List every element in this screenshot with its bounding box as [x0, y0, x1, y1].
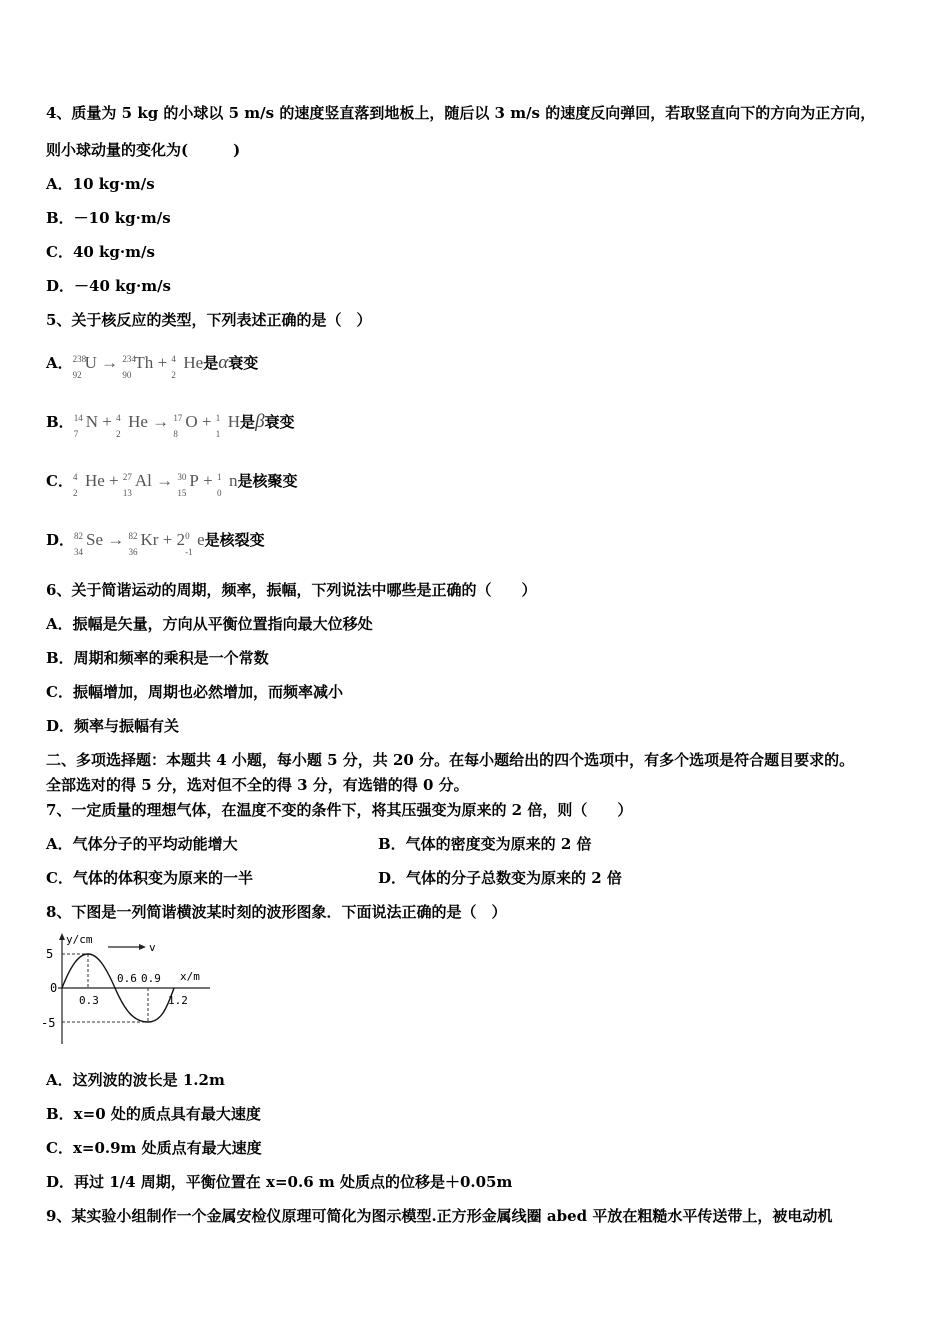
q4-option-a: A．10 kg·m/s [46, 175, 155, 193]
q5-option-b-label: B． [46, 413, 74, 431]
x-tick-1.2: 1.2 [168, 994, 188, 1007]
x-tick-0.9: 0.9 [141, 972, 161, 985]
q5-option-a-formula: 238 92 U → 234 90 Th + 4 2 He [72, 353, 204, 380]
q6-stem: 6、关于简谐运动的周期，频率，振幅，下列说法中哪些是正确的（ ） [46, 581, 537, 599]
q7-option-b: B．气体的密度变为原来的 2 倍 [378, 835, 592, 853]
q4-stem-line1: 4、质量为 5 kg 的小球以 5 m/s 的速度竖直落到地板上，随后以 3 m/s 的速度反向弹回，若取竖直向下的方向为正方向， [46, 104, 876, 122]
q4-option-b: B．－10 kg·m/s [46, 209, 171, 227]
q5-option-b-tail: 是 [240, 413, 256, 431]
q7-stem: 7、一定质量的理想气体，在温度不变的条件下，将其压强变为原来的 2 倍，则（ ） [46, 801, 633, 819]
q7-option-a: A．气体分子的平均动能增大 [46, 835, 238, 853]
q5-option-a-label: A． [46, 354, 73, 372]
q5-option-b-type: 衰变 [264, 413, 295, 431]
q5-option-d [46, 525, 265, 555]
x-axis-label: x/m [180, 970, 200, 983]
section2-heading-line2: 全部选对的得 5 分，选对但不全的得 3 分，有选错的得 0 分。 [46, 776, 469, 794]
y-axis-label: y/cm [66, 933, 93, 946]
q5-option-b [46, 407, 295, 437]
wave-graph [38, 930, 218, 1048]
q8-option-b: B．x=0 处的质点具有最大速度 [46, 1105, 261, 1123]
y-tick-0: 0 [50, 981, 58, 995]
q5-option-c-label: C． [46, 472, 73, 490]
q5-option-a-type: 衰变 [228, 354, 259, 372]
q7-option-c: C．气体的体积变为原来的一半 [46, 869, 253, 887]
q7-option-d: D．气体的分子总数变为原来的 2 倍 [378, 869, 622, 887]
section2-heading-line1: 二、多项选择题：本题共 4 小题，每小题 5 分，共 20 分。在每小题给出的四个选项中，有多个选项是符合题目要求的。 [46, 751, 855, 769]
q5-option-a-tail: 是 [203, 354, 219, 372]
q5-option-d-formula: 82 34 Se → 82 36 Kr + 2 0 -1 e [74, 530, 205, 557]
q6-option-c: C．振幅增加，周期也必然增加，而频率减小 [46, 683, 343, 701]
q5-option-c-formula: 4 2 He + 27 13 Al → 30 15 P + 1 0 n [72, 471, 238, 498]
x-tick-0.6: 0.6 [117, 972, 137, 985]
q4-stem-line2: 则小球动量的变化为( ) [46, 141, 241, 159]
q5-option-b-formula: 14 7 N + 4 2 He → 17 8 O + 1 1 H [73, 412, 241, 439]
velocity-label: v [149, 941, 156, 954]
q5-option-c [46, 466, 297, 496]
q9-stem: 9、某实验小组制作一个金属安检仪原理可简化为图示模型.正方形金属线圈 abed 平放在粗糙水平传送带上，被电动机 [46, 1207, 833, 1225]
q5-stem: 5、关于核反应的类型，下列表述正确的是（ ） [46, 311, 372, 329]
y-tick-neg5: -5 [41, 1016, 56, 1030]
x-tick-0.3: 0.3 [79, 994, 99, 1007]
velocity-arrowhead [139, 944, 146, 950]
q5-option-d-tail: 是核裂变 [204, 531, 265, 549]
q5-option-a [46, 348, 258, 378]
beta-symbol: β [255, 411, 265, 432]
q5-option-c-tail: 是核聚变 [237, 472, 298, 490]
y-axis-arrow [59, 933, 65, 940]
q8-option-a: A．这列波的波长是 1.2m [46, 1071, 225, 1089]
q4-option-c: C．40 kg·m/s [46, 243, 155, 261]
q8-option-d: D．再过 1/4 周期，平衡位置在 x=0.6 m 处质点的位移是＋0.05m [46, 1173, 513, 1191]
q6-option-d: D．频率与振幅有关 [46, 717, 180, 735]
q6-option-a: A．振幅是矢量，方向从平衡位置指向最大位移处 [46, 615, 373, 633]
q8-option-c: C．x=0.9m 处质点有最大速度 [46, 1139, 262, 1157]
alpha-symbol: α [218, 352, 229, 373]
q4-option-d: D．－40 kg·m/s [46, 277, 172, 295]
q8-stem: 8、下图是一列简谐横波某时刻的波形图象．下面说法正确的是（ ） [46, 903, 507, 921]
q6-option-b: B．周期和频率的乘积是一个常数 [46, 649, 269, 667]
y-tick-5: 5 [46, 947, 54, 961]
q5-option-d-label: D． [46, 531, 75, 549]
